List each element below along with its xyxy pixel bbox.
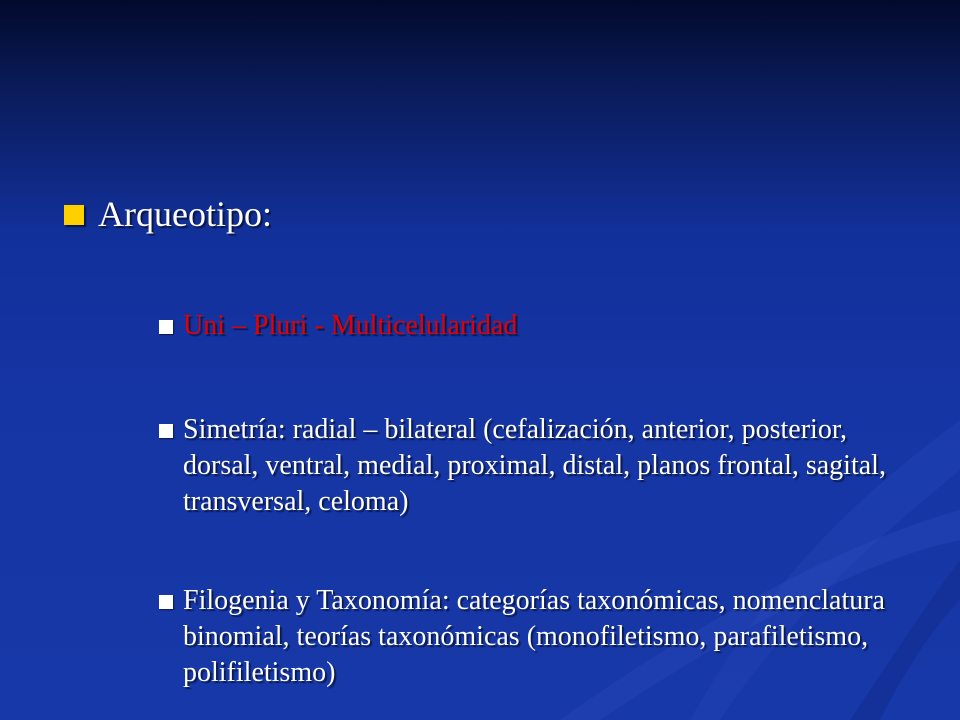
list-item <box>159 308 929 344</box>
square-bullet-icon <box>159 424 173 438</box>
list-item-text: Uni – Pluri - Multicelularidad <box>183 310 518 341</box>
list-item <box>159 583 929 691</box>
heading-text: Arqueotipo: <box>98 194 272 234</box>
list-item-text: Simetría: radial – bilateral (cefalización, anterior, posterior, dorsal, ventral, medial, proximal, distal, planos frontal, sagital, transversal, celoma) <box>183 414 886 517</box>
list-item-text: Filogenia y Taxonomía: categorías taxonómicas, nomenclatura binomial, teorías taxonómicas (monofiletismo, parafiletismo, polifiletismo) <box>183 585 885 688</box>
square-bullet-icon <box>64 205 84 225</box>
sub-bullet-list <box>159 308 929 691</box>
square-bullet-icon <box>159 320 173 334</box>
square-bullet-icon <box>159 595 173 609</box>
heading-item <box>64 192 272 236</box>
list-item <box>159 412 929 520</box>
